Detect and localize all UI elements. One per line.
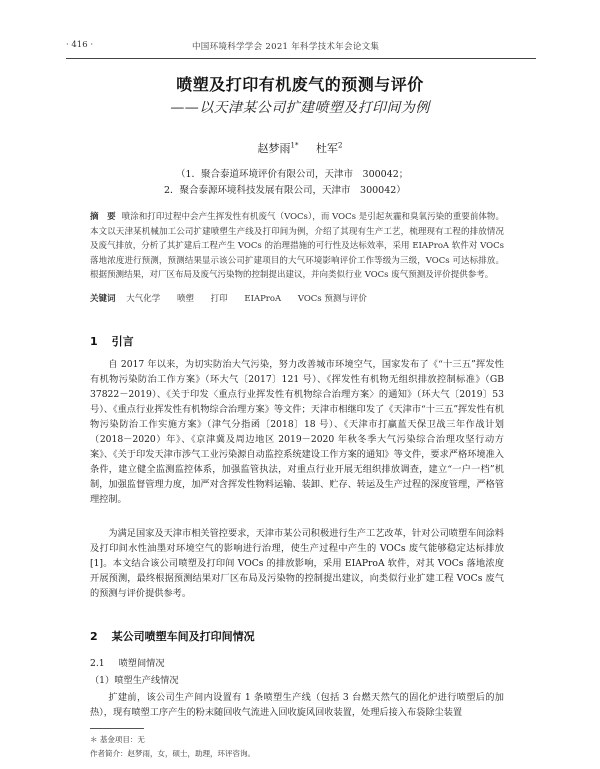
footnote-fund: ＊ 基金项目：无 <box>90 735 145 744</box>
abstract-text: 喷涂和打印过程中会产生挥发性有机废气（VOCs），而 VOCs 是引起灰霾和臭氧污染的重要前体物。本文以天津某机械加工公司扩建喷塑生产线及打印间为例，介绍了其现有生产工艺，梳理现有工程的排放情况及废气排放，分析了其扩建后工程产生 VOCs 的治理措施的可行性及达标效率，采用 EIAProA 软件对 VOCs 落地浓度进行预测，预测结果显示该公司扩建项目的大气环境影响评价工作等级为三级，VOCs 可达标排放。根据预测结果，对厂区布局及废气污染物的控制提出建议，并向类似行业 VOCs 废气预测及评价提供参考。 <box>90 212 504 280</box>
keyword: VOCs 预测与评价 <box>297 294 367 304</box>
author-2: 杜军 <box>315 142 338 155</box>
section-number: 2 <box>90 630 98 643</box>
footnote-author: 作者简介：赵梦雨，女，硕士，助理，环评咨询。 <box>90 749 255 758</box>
keyword: EIAProA <box>244 294 282 304</box>
author-2-sup: 2 <box>337 141 343 150</box>
section-heading-workshop <box>90 628 255 644</box>
journal-name: 中国环境科学学会 2021 年科学技术年会论文集 <box>192 42 380 52</box>
paragraph: 为满足国家及天津市相关管控要求，天津市某公司积极进行生产工艺改革，针对公司喷塑车间涂料及打印间水性油墨对环境空气的影响进行治理，使生产过程中产生的 VOCs 废气能够稳定达标排放[1]。本文结合该公司喷塑及打印间 VOCs 的排放影响，采用 EIAProA 软件，对其 VOCs 落地浓度开展预测，最终根据预测结果对厂区布局及污染物的控制提出建议，向类似行业扩建工程 VOCs 废气的预测与评价提供参考。 <box>90 528 504 599</box>
author-1-sup: 1* <box>290 141 299 150</box>
paper-subtitle: ——以天津某公司扩建喷塑及打印间为例 <box>170 100 430 116</box>
section-title: 引言 <box>111 335 134 348</box>
section-heading-introduction <box>90 333 134 349</box>
paper-title: 喷塑及打印有机废气的预测与评价 <box>176 75 424 94</box>
keyword: 大气化学 <box>126 294 161 304</box>
author-1: 赵梦雨 <box>257 142 291 155</box>
author-line <box>0 140 600 156</box>
paragraph: 自 2017 年以来，为切实防治大气污染，努力改善城市环境空气，国家发布了《“十三五”挥发性有机物污染防治工作方案》（环大气〔2017〕121 号）、《挥发性有机物无组织排放控制标准》（GB 37822－2019）、《关于印发〈重点行业挥发性有机物综合治理方案〉的通知》（环大气〔2019〕53 号）、《重点行业挥发性有机物综合治理方案》等文件；天津市相继印发了《天津市“十三五”挥发性有机物污染防治工作实施方案》（津气分指函〔2018〕18 号）、《天津市打赢蓝天保卫战三年作战计划（2018－2020）年》、《京津冀及周边地区 2019－2020 年秋冬季大气污染综合治理攻坚行动方案》、《关于印发天津市涉气工业污染源自动监控系统建设工作方案的通知》等文件，要求严格环境准入条件，建立健全监测监控体系，加强监管执法，对重点行业开展无组织排放调查，建立“一户一档”机制，加强监督管理力度，加严对含挥发性物料运输、装卸、贮存、转运及生产过程的深度管理，严格管理控制。 <box>90 359 504 505</box>
keywords <box>90 292 504 304</box>
abstract <box>90 210 504 283</box>
affiliation-2: 2．聚合泰源环境科技发展有限公司，天津市 300042） <box>164 185 406 196</box>
running-head <box>66 40 536 54</box>
affiliation-1: （1．聚合泰道环境评价有限公司，天津市 300042； <box>176 169 409 180</box>
keyword: 打印 <box>210 294 228 304</box>
paragraph: 扩建前，该公司生产间内设置有 1 条喷塑生产线（包括 3 台燃天然气的固化炉进行喷塑后的加热），现有喷塑工序产生的粉末随回收气流进入回收旋风回收装置，处理后接入布袋除尘装置 <box>90 692 504 718</box>
sub-subsection-heading: （1）喷塑生产线情况 <box>90 675 179 686</box>
section-title: 某公司喷塑车间及打印间情况 <box>111 630 255 643</box>
header-rule <box>66 58 536 59</box>
footnote-rule <box>90 728 144 729</box>
abstract-label: 摘 要 <box>90 212 116 222</box>
keywords-label: 关键词 <box>90 294 116 304</box>
page-number: · 416 · <box>66 40 94 50</box>
subsection-heading <box>90 655 165 669</box>
subsection-title: 喷塑间情况 <box>118 658 165 669</box>
subsection-number: 2.1 <box>90 658 105 669</box>
section-number: 1 <box>90 335 98 348</box>
keyword: 喷塑 <box>176 294 194 304</box>
